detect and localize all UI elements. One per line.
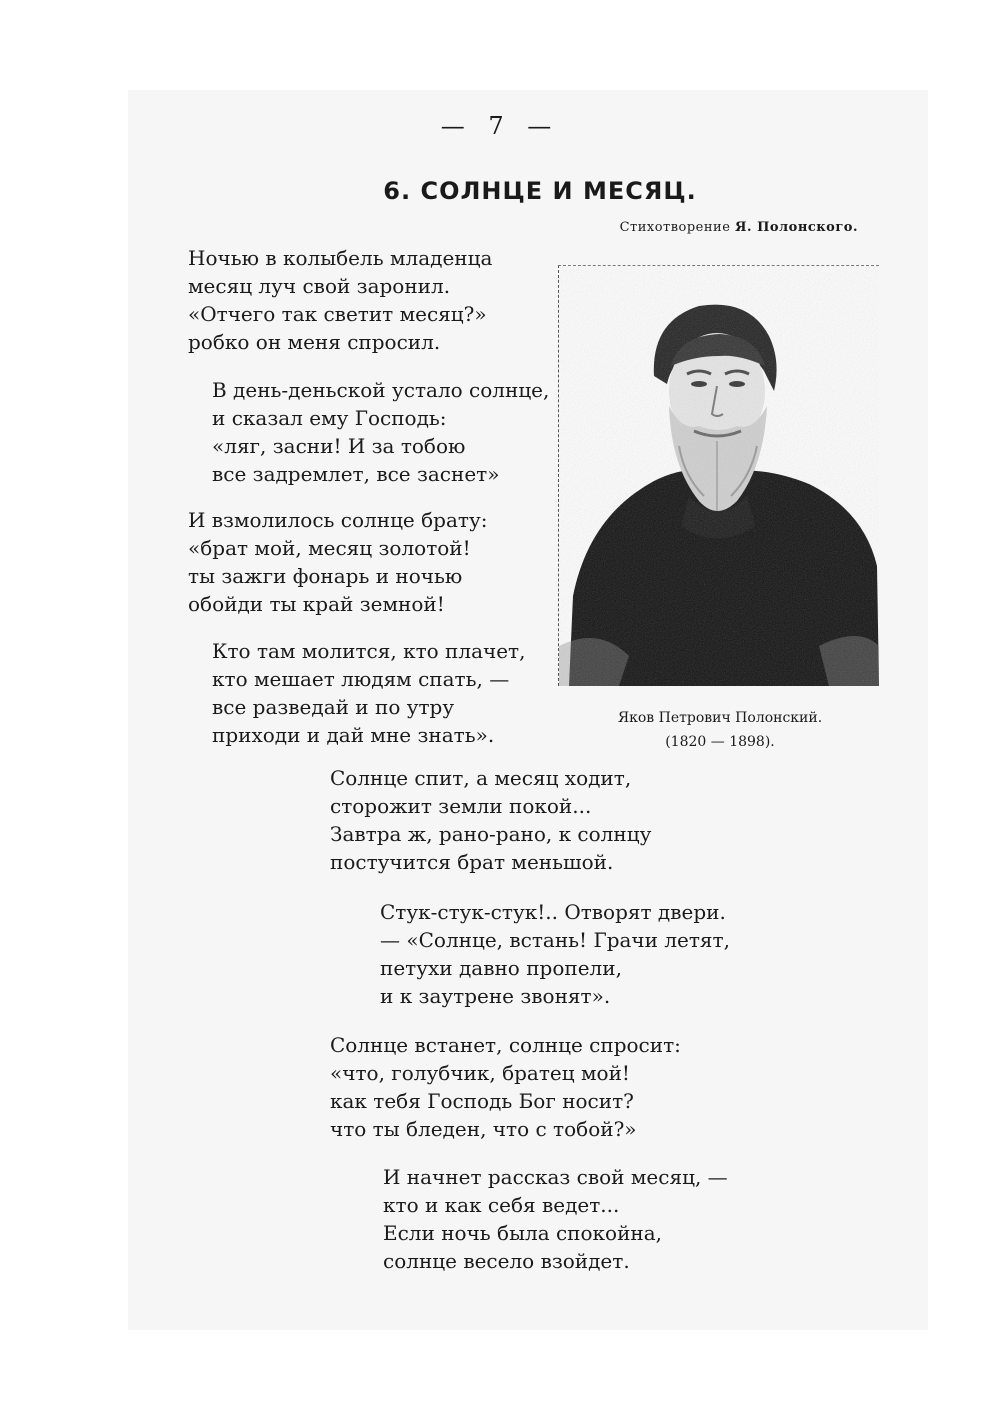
stanza-line: Солнце встанет, солнце спросит: [330, 1033, 681, 1057]
stanza-7 [330, 1031, 681, 1143]
stanza-line: Если ночь была спокойна, [383, 1221, 663, 1245]
attribution [620, 220, 858, 235]
portrait-photo [558, 265, 879, 686]
stanza-line: Стук-стук-стук!.. Отворят двери. [380, 900, 726, 924]
portrait-illustration [559, 266, 879, 686]
stanza-line: что ты бледен, что с тобой?» [330, 1117, 637, 1141]
stanza-line: все разведай и по утру [212, 695, 455, 719]
stanza-line: «брат мой, месяц золотой! [188, 536, 471, 560]
stanza-6 [380, 898, 730, 1010]
stanza-line: Завтра ж, рано-рано, к солнцу [330, 822, 652, 846]
stanza-8 [383, 1163, 728, 1275]
stanza-line: все задремлет, все заснет» [212, 462, 500, 486]
stanza-line: приходи и дай мне знать». [212, 723, 495, 747]
attribution-prefix: Стихотворение [619, 220, 731, 235]
portrait-caption [570, 706, 870, 754]
stanza-5 [330, 764, 651, 876]
stanza-line: месяц луч свой заронил. [188, 274, 451, 298]
stanza-2 [212, 376, 549, 488]
stanza-line: робко он меня спросил. [188, 330, 441, 354]
caption-years: (1820 — 1898). [665, 734, 775, 750]
stanza-line: И взмолилось солнце брату: [188, 508, 488, 532]
stanza-line: — «Солнце, встань! Грачи летят, [380, 928, 730, 952]
stanza-line: и к заутрене звонят». [380, 984, 611, 1008]
stanza-line: и сказал ему Господь: [212, 406, 447, 430]
stanza-line: как тебя Господь Бог носит? [330, 1089, 634, 1113]
stanza-line: Ночью в колыбель младенца [188, 246, 493, 270]
stanza-line: обойди ты край земной! [188, 592, 445, 616]
stanza-line: И начнет рассказ свой месяц, — [383, 1165, 728, 1189]
stanza-line: кто и как себя ведет... [383, 1193, 620, 1217]
stanza-line: постучится брат меньшой. [330, 850, 614, 874]
stanza-line: сторожит земли покой... [330, 794, 592, 818]
stanza-1 [188, 244, 492, 356]
stanza-line: «ляг, засни! И за тобою [212, 434, 466, 458]
stanza-line: Солнце спит, а месяц ходит, [330, 766, 632, 790]
attribution-author: Я. Полонского. [735, 220, 858, 235]
page-number: — 7 — [440, 112, 560, 140]
poem-title: 6. СОЛНЦЕ И МЕСЯЦ. [383, 177, 697, 205]
stanza-4 [212, 637, 525, 749]
stanza-line: кто мешает людям спать, — [212, 667, 510, 691]
stanza-line: ты зажги фонарь и ночью [188, 564, 463, 588]
stanza-line: В день-деньской устало солнце, [212, 378, 550, 402]
stanza-line: «Отчего так светит месяц?» [188, 302, 487, 326]
stanza-3 [188, 506, 487, 618]
stanza-line: Кто там молится, кто плачет, [212, 639, 526, 663]
stanza-line: «что, голубчик, братец мой! [330, 1061, 630, 1085]
stanza-line: петухи давно пропели, [380, 956, 622, 980]
caption-name: Яков Петрович Полонский. [617, 710, 823, 726]
stanza-line: солнце весело взойдет. [383, 1249, 630, 1273]
